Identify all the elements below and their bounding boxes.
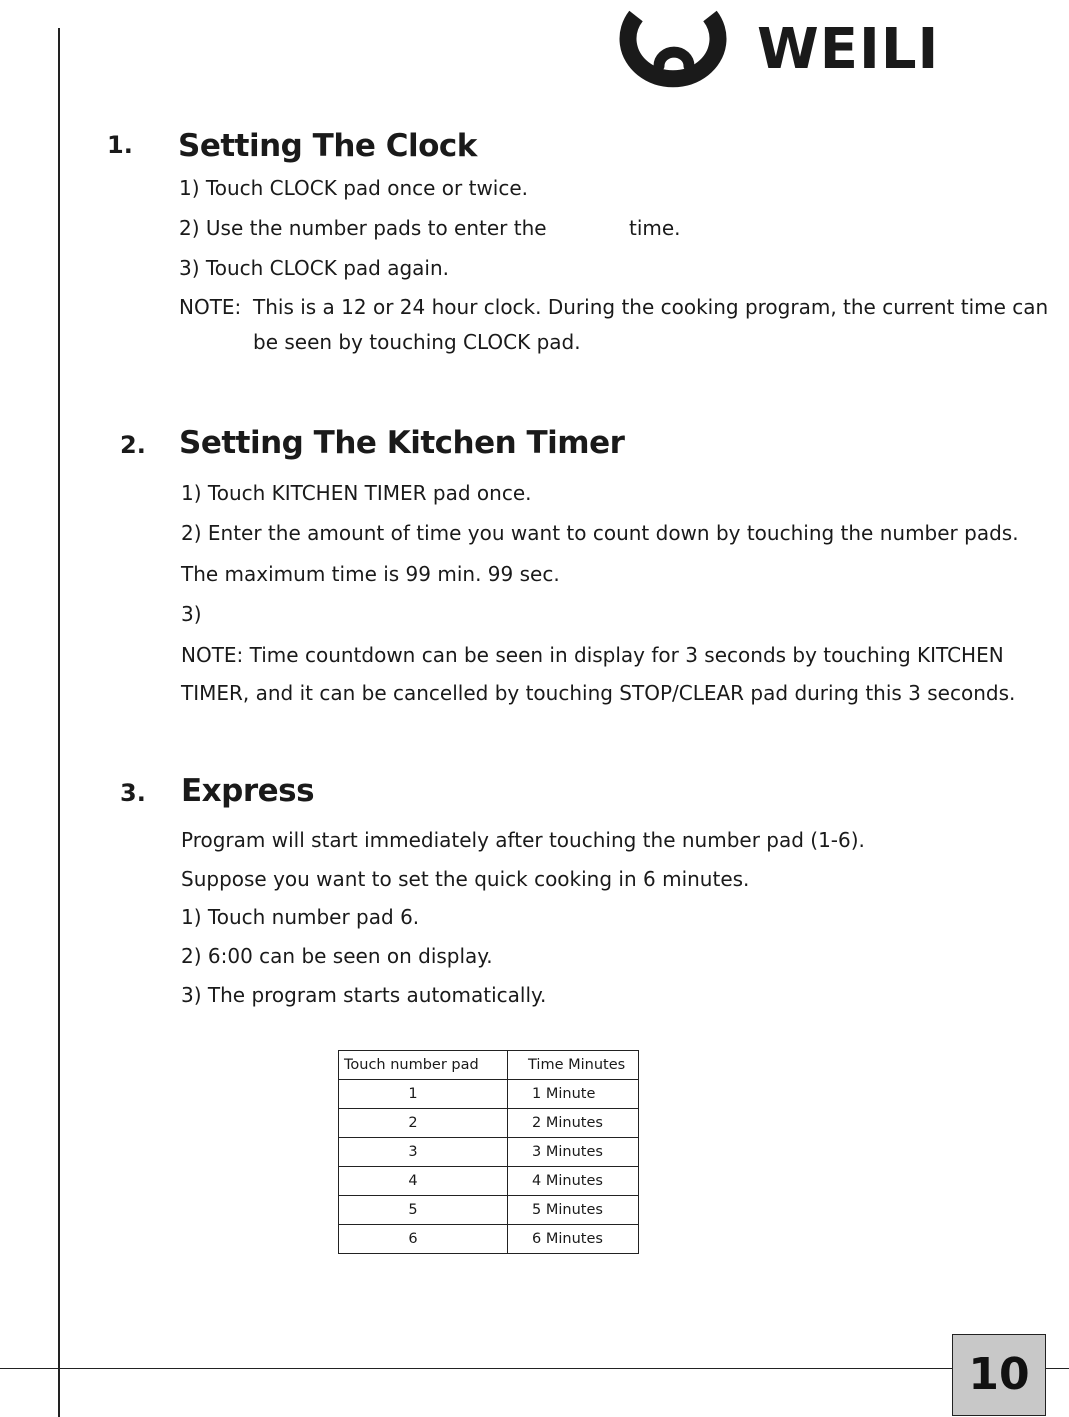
express-step-1: 1) Touch number pad 6. bbox=[181, 905, 420, 929]
table-row bbox=[339, 1196, 639, 1225]
express-step-3: 3) The program starts automatically. bbox=[181, 983, 547, 1007]
section-1-title: Setting The Clock bbox=[178, 128, 477, 164]
table-cell-minutes: 3 Minutes bbox=[508, 1138, 639, 1167]
table-row bbox=[339, 1109, 639, 1138]
express-step-2: 2) 6:00 can be seen on display. bbox=[181, 944, 493, 968]
clock-note-label: NOTE: bbox=[179, 295, 242, 319]
clock-step-1: 1) Touch CLOCK pad once or twice. bbox=[179, 176, 529, 200]
section-2-title: Setting The Kitchen Timer bbox=[179, 425, 625, 461]
timer-step-1: 1) Touch KITCHEN TIMER pad once. bbox=[181, 481, 532, 505]
brand-wordmark: WEILI bbox=[757, 17, 940, 82]
table-cell-pad: 1 bbox=[339, 1080, 508, 1109]
table-row bbox=[339, 1225, 639, 1254]
table-cell-pad: 4 bbox=[339, 1167, 508, 1196]
timer-step-2: 2) Enter the amount of time you want to count down by touching the number pads. bbox=[181, 521, 1019, 545]
table-row bbox=[339, 1138, 639, 1167]
timer-max-time: The maximum time is 99 min. 99 sec. bbox=[181, 562, 560, 586]
table-cell-pad: 5 bbox=[339, 1196, 508, 1225]
table-cell-minutes: 6 Minutes bbox=[508, 1225, 639, 1254]
timer-step-3: 3) bbox=[181, 602, 202, 626]
left-margin-rule bbox=[58, 28, 60, 1417]
clock-note-text: This is a 12 or 24 hour clock. During the cooking program, the current time can bbox=[253, 295, 1049, 319]
section-2-number: 2. bbox=[120, 431, 146, 459]
section-3-title: Express bbox=[181, 773, 315, 809]
express-time-table bbox=[338, 1050, 639, 1254]
clock-note-text-2: be seen by touching CLOCK pad. bbox=[253, 330, 581, 354]
page-number-badge: 10 bbox=[952, 1334, 1046, 1416]
table-cell-minutes: 5 Minutes bbox=[508, 1196, 639, 1225]
footer-rule bbox=[0, 1368, 1069, 1369]
table-row bbox=[339, 1167, 639, 1196]
timer-note-1: NOTE: Time countdown can be seen in display for 3 seconds by touching KITCHEN bbox=[181, 643, 1004, 667]
table-row bbox=[339, 1080, 639, 1109]
section-1-number: 1. bbox=[107, 131, 133, 159]
express-example: Suppose you want to set the quick cooking in 6 minutes. bbox=[181, 867, 750, 891]
timer-note-2: TIMER, and it can be cancelled by touching STOP/CLEAR pad during this 3 seconds. bbox=[181, 681, 1016, 705]
table-cell-pad: 2 bbox=[339, 1109, 508, 1138]
table-cell-minutes: 2 Minutes bbox=[508, 1109, 639, 1138]
table-header-minutes: Time Minutes bbox=[508, 1051, 639, 1080]
table-cell-pad: 3 bbox=[339, 1138, 508, 1167]
table-cell-minutes: 1 Minute bbox=[508, 1080, 639, 1109]
clock-step-3: 3) Touch CLOCK pad again. bbox=[179, 256, 450, 280]
clock-step-2-tail: time. bbox=[629, 216, 681, 240]
table-header-row bbox=[339, 1051, 639, 1080]
table-header-pad: Touch number pad bbox=[339, 1051, 508, 1080]
table-cell-pad: 6 bbox=[339, 1225, 508, 1254]
clock-step-2: 2) Use the number pads to enter the bbox=[179, 216, 547, 240]
section-3-number: 3. bbox=[120, 779, 146, 807]
express-intro: Program will start immediately after touching the number pad (1-6). bbox=[181, 828, 865, 852]
table-cell-minutes: 4 Minutes bbox=[508, 1167, 639, 1196]
